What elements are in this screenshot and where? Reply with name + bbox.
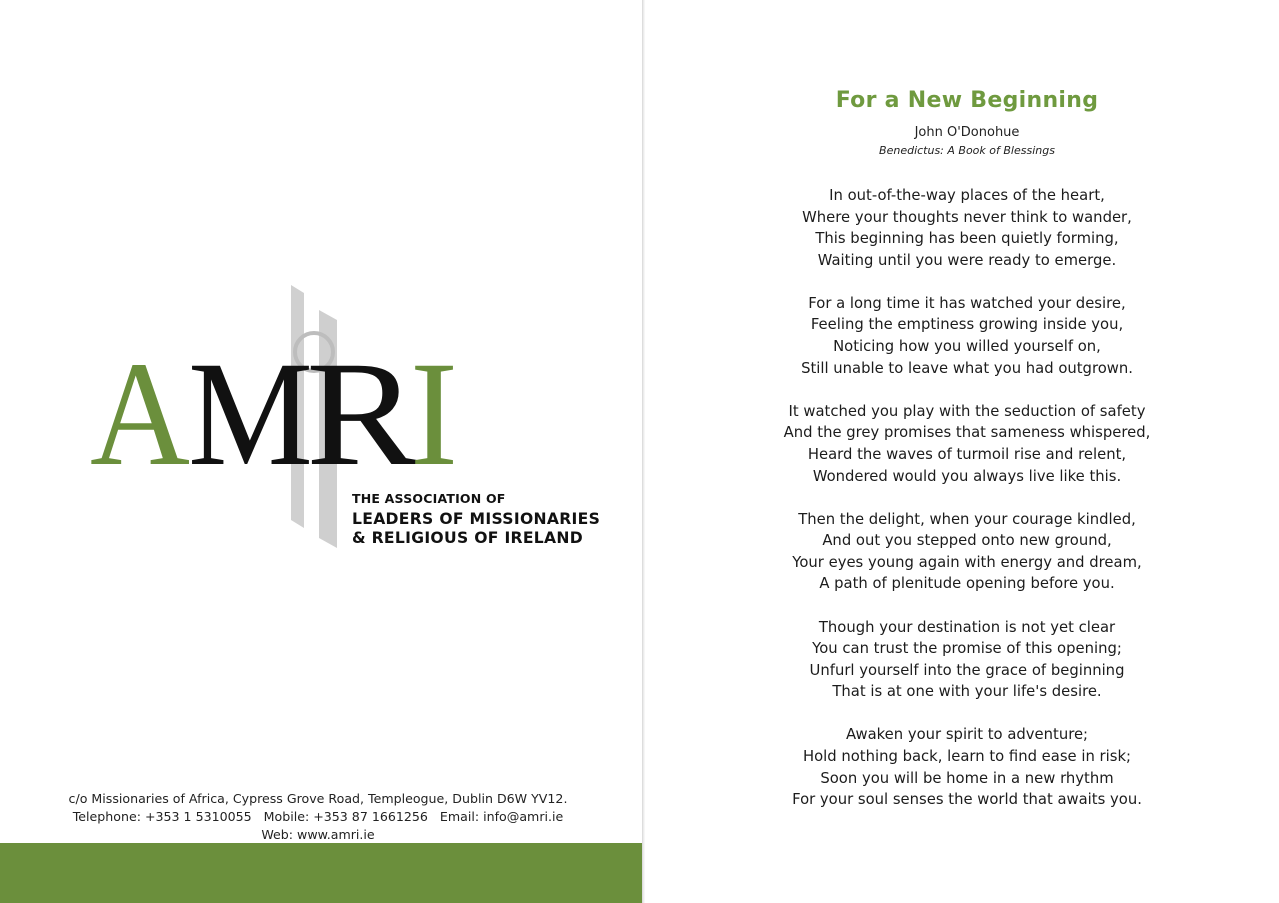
poem-line: Waiting until you were ready to emerge. — [817, 251, 1117, 269]
poem-line: And out you stepped onto new ground, — [822, 532, 1112, 550]
poem-line: Hold nothing back, learn to find ease in risk; — [802, 747, 1132, 765]
green-footer-band — [0, 843, 643, 903]
logo-letter-r: R — [306, 331, 418, 497]
poem-line: This beginning has been quietly forming, — [815, 230, 1119, 248]
poem-stanza — [645, 509, 1279, 595]
association-line-2: LEADERS OF MISSIONARIES — [352, 509, 601, 528]
logo-letter-a: A — [90, 331, 190, 497]
poem-line: For a long time it has watched your desire, — [808, 294, 1126, 312]
poem-source: Benedictus: A Book of Blessings — [879, 144, 1055, 157]
poem-line: Still unable to leave what you had outgrown. — [801, 359, 1133, 377]
contact-phones: Telephone: +353 1 5310055 Mobile: +353 87 1661256 Email: info@amri.ie — [72, 809, 564, 824]
poem-line: And the grey promises that sameness whispered, — [783, 424, 1151, 442]
poem-line: In out-of-the-way places of the heart, — [829, 187, 1105, 204]
poem-stanza — [645, 724, 1279, 810]
poem-line: For your soul senses the world that awaits you. — [792, 791, 1142, 809]
logo-letter-m: M — [188, 331, 313, 497]
poem-author: John O'Donohue — [914, 125, 1020, 140]
poem-line: Where your thoughts never think to wander, — [802, 208, 1132, 226]
contact-address: c/o Missionaries of Africa, Cypress Grove Road, Templeogue, Dublin D6W YV12. — [68, 791, 568, 806]
poem-stanza — [645, 401, 1279, 487]
poem-line: Noticing how you willed yourself on, — [833, 338, 1101, 356]
poem-line: It watched you play with the seduction of safety — [788, 402, 1146, 420]
poem-line: Awaken your spirit to adventure; — [845, 726, 1089, 744]
poem-stanza — [645, 617, 1279, 703]
poem-line: Wondered would you always live like this. — [812, 467, 1122, 485]
association-line-1: THE ASSOCIATION OF — [352, 491, 506, 506]
poem-title: For a New Beginning — [835, 88, 1099, 113]
association-line-3: & RELIGIOUS OF IRELAND — [352, 529, 584, 548]
poem-line: Feeling the emptiness growing inside you, — [810, 316, 1124, 334]
poem-stanza — [645, 293, 1279, 379]
poem-stanza — [645, 185, 1279, 271]
poem-line: Heard the waves of turmoil rise and relent, — [807, 445, 1127, 463]
contact-web: Web: www.amri.ie — [261, 827, 375, 842]
association-name — [352, 493, 632, 551]
poem-line: A path of plenitude opening before you. — [819, 575, 1115, 593]
poem-body — [645, 185, 1279, 832]
poem-line: Unfurl yourself into the grace of beginning — [809, 661, 1125, 679]
poem-line: Soon you will be home in a new rhythm — [820, 769, 1114, 787]
poem-line: That is at one with your life's desire. — [832, 683, 1102, 701]
contact-block — [0, 790, 636, 844]
poem-line: Though your destination is not yet clear — [818, 618, 1116, 636]
poem-line: Your eyes young again with energy and dream, — [792, 553, 1142, 571]
poem-line: You can trust the promise of this opening; — [812, 640, 1122, 658]
poem-line: Then the delight, when your courage kindled, — [798, 510, 1136, 528]
logo-letter-i: I — [410, 331, 458, 497]
